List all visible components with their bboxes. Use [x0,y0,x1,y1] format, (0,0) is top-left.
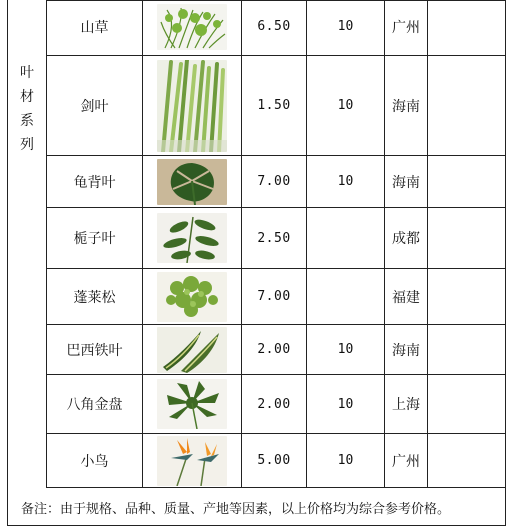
table-row [47,434,506,488]
item-origin: 海南 [385,56,428,155]
item-photo-cell [143,375,242,433]
item-photo-cell [143,325,242,374]
item-quantity [307,208,385,268]
item-quantity: 10 [307,375,385,433]
item-price: 7.00 [242,269,307,324]
item-origin: 成都 [385,208,428,268]
bird-of-paradise-photo [157,436,227,486]
item-photo-cell [143,208,242,268]
item-photo-cell [143,269,242,324]
item-price: 6.50 [242,0,307,55]
item-quantity: 10 [307,0,385,55]
item-price: 2.50 [242,208,307,268]
item-blank [428,0,506,55]
item-blank [428,56,506,155]
item-price: 2.00 [242,325,307,374]
item-origin: 海南 [385,325,428,374]
item-price: 1.50 [242,56,307,155]
item-blank [428,156,506,207]
table-row [47,0,506,56]
item-photo-cell [143,0,242,55]
item-origin: 上海 [385,375,428,433]
item-blank [428,208,506,268]
gardenia-leaf-photo [157,213,227,263]
monstera-leaf-photo [157,159,227,205]
item-name: 蓬莱松 [47,269,143,324]
item-name: 剑叶 [47,56,143,155]
item-photo-cell [143,434,242,487]
item-quantity: 10 [307,56,385,155]
item-quantity [307,269,385,324]
item-photo-cell [143,156,242,207]
table-row [47,208,506,269]
fern-grass-photo [157,4,227,50]
item-origin: 广州 [385,0,428,55]
item-origin: 福建 [385,269,428,324]
item-name: 巴西铁叶 [47,325,143,374]
item-quantity: 10 [307,156,385,207]
item-name: 栀子叶 [47,208,143,268]
item-blank [428,325,506,374]
category-cell [7,0,47,488]
item-blank [428,434,506,487]
item-name: 龟背叶 [47,156,143,207]
item-name: 八角金盘 [47,375,143,433]
dracaena-leaf-photo [157,327,227,373]
table-row [47,156,506,208]
item-quantity: 10 [307,325,385,374]
item-blank [428,269,506,324]
item-photo-cell [143,56,242,155]
footer-note: 备注：由于规格、品种、质量、产地等因素，以上价格均为综合参考价格。 [21,501,451,517]
item-price: 7.00 [242,156,307,207]
item-quantity: 10 [307,434,385,487]
item-price: 5.00 [242,434,307,487]
item-blank [428,375,506,433]
item-origin: 海南 [385,156,428,207]
category-label: 叶 材 系 列 [20,65,34,153]
table-row [47,56,506,156]
item-name: 山草 [47,0,143,55]
fatsia-leaf-photo [157,379,227,429]
table-row [47,269,506,325]
item-name: 小鸟 [47,434,143,487]
table-row [47,325,506,375]
asparagus-fern-photo [157,272,227,322]
item-price: 2.00 [242,375,307,433]
table-row [47,375,506,434]
item-origin: 广州 [385,434,428,487]
sword-leaf-photo [157,60,227,152]
